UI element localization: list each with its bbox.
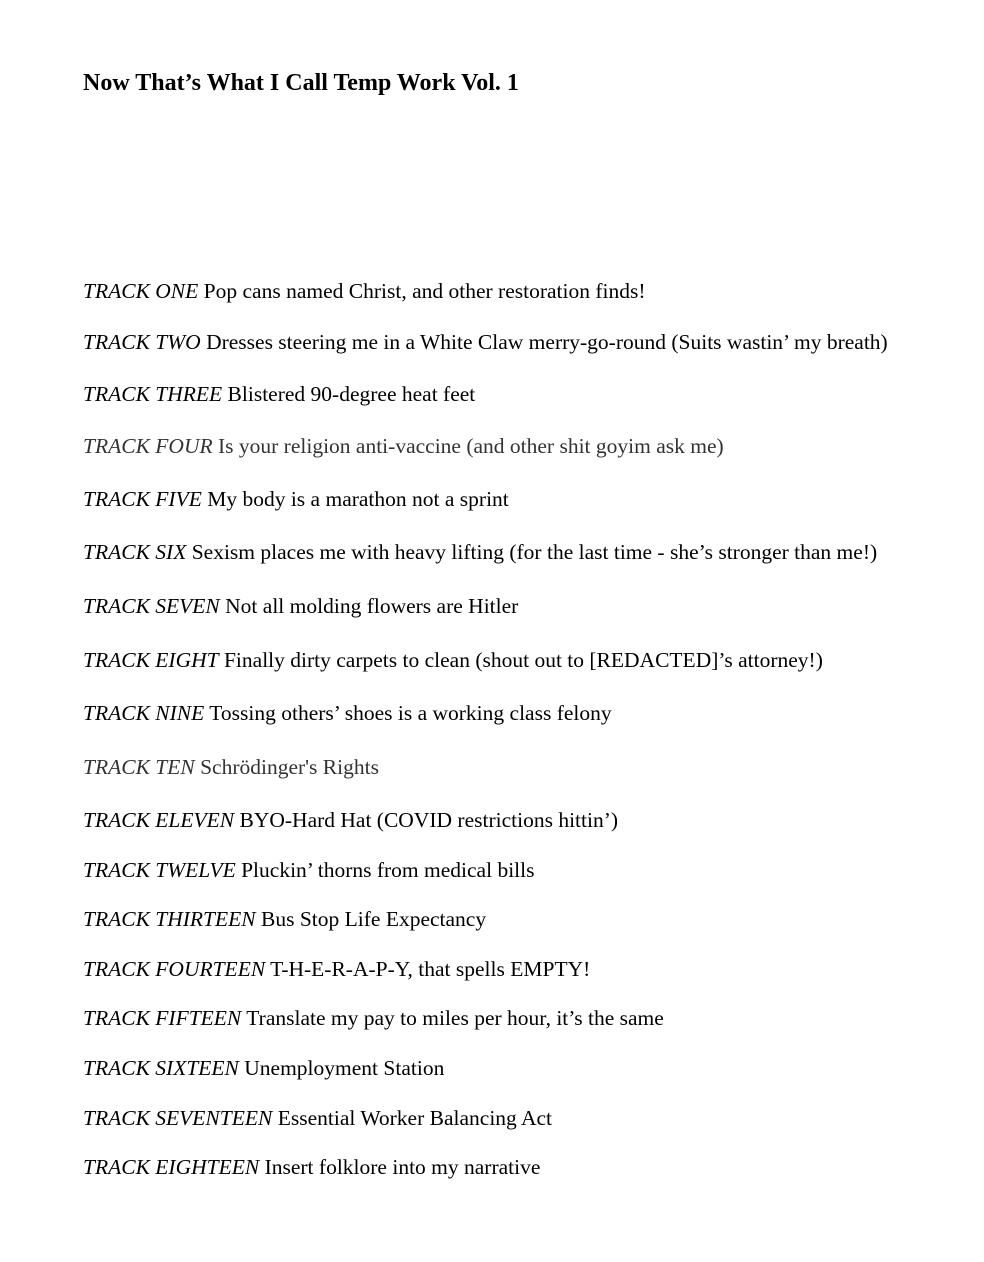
track-title: Translate my pay to miles per hour, it’s the same	[246, 1006, 664, 1030]
track-label: TRACK FIFTEEN	[83, 1006, 242, 1030]
track-label: TRACK FOURTEEN	[83, 957, 266, 981]
track-label: TRACK SEVEN	[83, 594, 220, 618]
track-label: TRACK SIX	[83, 540, 187, 564]
track-item	[83, 753, 379, 781]
track-item	[83, 955, 590, 983]
track-label: TRACK FOUR	[83, 434, 213, 458]
track-item	[83, 485, 509, 513]
track-label: TRACK TWO	[83, 330, 201, 354]
track-title: Tossing others’ shoes is a working class felony	[209, 701, 612, 725]
track-item	[83, 1153, 540, 1181]
track-item	[83, 806, 618, 834]
track-label: TRACK SIXTEEN	[83, 1056, 239, 1080]
track-label: TRACK ONE	[83, 279, 199, 303]
track-title: Blistered 90-degree heat feet	[227, 382, 476, 406]
track-title: Pop cans named Christ, and other restoration finds!	[203, 279, 646, 303]
track-title: T-H-E-R-A-P-Y, that spells EMPTY!	[270, 957, 591, 981]
track-item	[83, 1004, 664, 1032]
track-label: TRACK TWELVE	[83, 858, 236, 882]
document-title: Now That’s What I Call Temp Work Vol. 1	[83, 70, 519, 96]
track-title: Is your religion anti-vaccine (and other shit goyim ask me)	[217, 434, 724, 458]
track-label: TRACK EIGHT	[83, 648, 219, 672]
track-label: TRACK FIVE	[83, 487, 202, 511]
track-title: Sexism places me with heavy lifting (for the last time - she’s stronger than me!)	[191, 540, 878, 564]
track-item	[83, 538, 877, 566]
track-label: TRACK NINE	[83, 701, 205, 725]
track-label: TRACK SEVENTEEN	[83, 1106, 273, 1130]
track-title: Dresses steering me in a White Claw merry-go-round (Suits wastin’ my breath)	[206, 330, 888, 354]
track-title: Insert folklore into my narrative	[264, 1155, 541, 1179]
track-title: Bus Stop Life Expectancy	[261, 907, 487, 931]
track-item	[83, 699, 612, 727]
track-title: Pluckin’ thorns from medical bills	[241, 858, 535, 882]
track-title: BYO-Hard Hat (COVID restrictions hittin’)	[239, 808, 619, 832]
track-title: Unemployment Station	[244, 1056, 445, 1080]
track-item	[83, 905, 486, 933]
track-item	[83, 856, 534, 884]
track-item	[83, 1104, 552, 1132]
track-title: Finally dirty carpets to clean (shout out to [REDACTED]’s attorney!)	[223, 648, 823, 672]
track-item	[83, 646, 823, 674]
track-title: Schrödinger's Rights	[200, 755, 379, 779]
track-item	[83, 592, 518, 620]
track-title: Essential Worker Balancing Act	[277, 1106, 553, 1130]
track-item	[83, 380, 475, 408]
track-title: Not all molding flowers are Hitler	[225, 594, 519, 618]
track-item	[83, 432, 724, 460]
track-item	[83, 1054, 444, 1082]
track-label: TRACK TEN	[83, 755, 195, 779]
track-label: TRACK THIRTEEN	[83, 907, 256, 931]
track-label: TRACK ELEVEN	[83, 808, 235, 832]
track-title: My body is a marathon not a sprint	[207, 487, 509, 511]
track-label: TRACK EIGHTEEN	[83, 1155, 260, 1179]
track-item	[83, 277, 646, 305]
track-item	[83, 328, 888, 356]
track-label: TRACK THREE	[83, 382, 223, 406]
